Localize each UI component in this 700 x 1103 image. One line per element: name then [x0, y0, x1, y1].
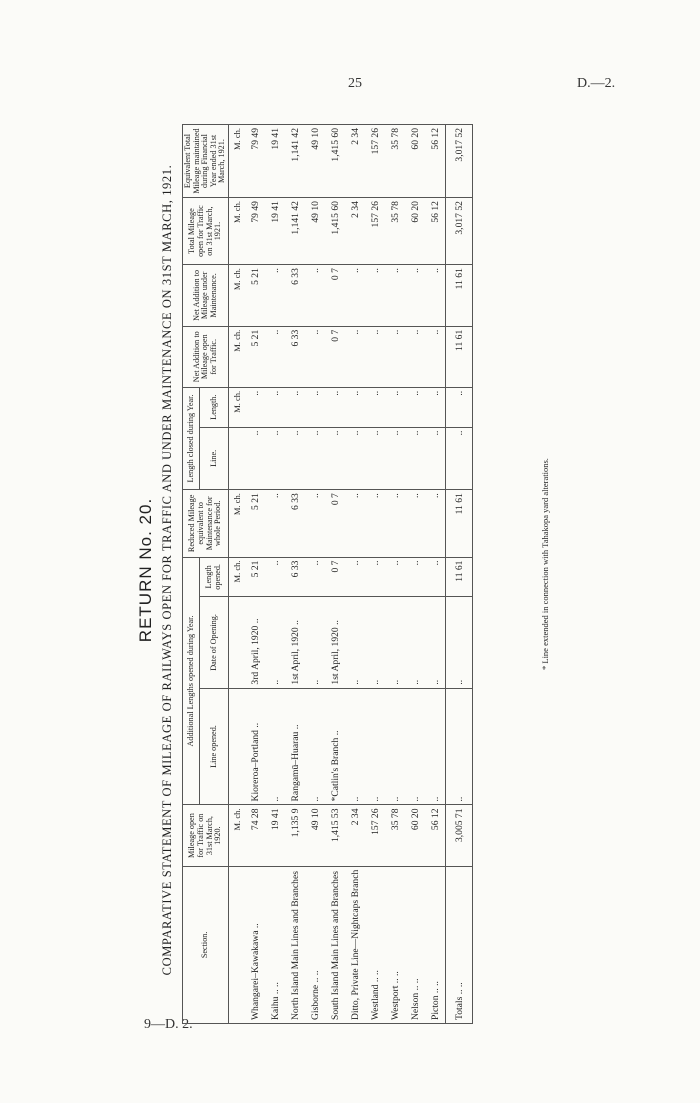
statement-title: COMPARATIVE STATEMENT OF MILEAGE OF RAILWAYS OPEN FOR TRAFFIC AND UNDER MAINTENANCE ON 31ST MARCH, 1921. — [160, 164, 174, 976]
table-row — [425, 125, 446, 1024]
cell-cl-line: .. — [345, 427, 365, 490]
cell-section: Totals .. .. — [446, 866, 473, 1023]
table-row — [345, 125, 365, 1024]
cell-line: .. — [345, 688, 365, 805]
cell-reduced: .. — [305, 490, 325, 557]
table-row — [405, 125, 425, 1024]
cell-net-m: .. — [345, 265, 365, 327]
unit-label: M. ch. — [229, 326, 246, 387]
cell-m1920: 60 20 — [405, 805, 425, 866]
cell-date: .. — [385, 597, 405, 688]
cell-reduced: 0 7 — [325, 490, 345, 557]
cell-total: 1,415 60 — [325, 198, 345, 265]
cell-line: *Catlin's Branch .. — [325, 688, 345, 805]
return-title: RETURN No. 20. — [136, 497, 155, 643]
cell-section: Westport .. .. — [385, 866, 405, 1023]
cell-equiv: 60 20 — [405, 125, 425, 198]
header-section: Section. — [183, 866, 229, 1023]
cell-m1920: 56 12 — [425, 805, 446, 866]
cell-line: .. — [446, 688, 473, 805]
unit-label: M. ch. — [229, 387, 246, 427]
cell-reduced: .. — [405, 490, 425, 557]
header-date-opening: Date of Opening. — [199, 597, 228, 688]
header-additional-group: Additional Lengths opened during Year. — [183, 557, 200, 805]
cell-net-t: 0 7 — [325, 326, 345, 387]
cell-total: 79 49 — [245, 198, 265, 265]
cell-line: .. — [405, 688, 425, 805]
cell-net-t: .. — [265, 326, 285, 387]
cell-reduced: .. — [265, 490, 285, 557]
cell-len-open: .. — [305, 557, 325, 597]
cell-reduced: .. — [425, 490, 446, 557]
cell-line: .. — [265, 688, 285, 805]
cell-date: .. — [345, 597, 365, 688]
cell-date: 3rd April, 1920 .. — [245, 597, 265, 688]
cell-total: 1,141 42 — [285, 198, 305, 265]
header-net-maintenance: Net Addition to Mileage under Maintenance. — [183, 265, 229, 327]
cell-cl-len: .. — [345, 387, 365, 427]
cell-net-m: .. — [265, 265, 285, 327]
cell-m1920: 157 26 — [365, 805, 385, 866]
cell-len-open: .. — [385, 557, 405, 597]
cell-m1920: 74 28 — [245, 805, 265, 866]
cell-total: 2 34 — [345, 198, 365, 265]
cell-cl-len: .. — [305, 387, 325, 427]
unit-label: M. ch. — [229, 198, 246, 265]
header-closed-length: Length. — [199, 387, 228, 427]
header-line-opened: Line opened. — [199, 688, 228, 805]
cell-reduced: .. — [365, 490, 385, 557]
cell-total: 49 10 — [305, 198, 325, 265]
cell-net-m: .. — [425, 265, 446, 327]
cell-equiv: 49 10 — [305, 125, 325, 198]
cell-cl-len: .. — [365, 387, 385, 427]
cell-total: 3,017 52 — [446, 198, 473, 265]
cell-equiv: 19 41 — [265, 125, 285, 198]
cell-net-m: .. — [365, 265, 385, 327]
cell-net-t: .. — [385, 326, 405, 387]
cell-net-m: 6 33 — [285, 265, 305, 327]
unit-label: M. ch. — [229, 490, 246, 557]
header-equivalent-total: Equivalent Total Mileage maintained during Financial Year ended 31st March, 1921. — [183, 125, 229, 198]
cell-date: .. — [405, 597, 425, 688]
cell-net-m: .. — [405, 265, 425, 327]
cell-net-t: .. — [305, 326, 325, 387]
cell-date: 1st April, 1920 .. — [285, 597, 305, 688]
cell-equiv: 3,017 52 — [446, 125, 473, 198]
cell-cl-line: .. — [325, 427, 345, 490]
cell-equiv: 2 34 — [345, 125, 365, 198]
cell-total: 60 20 — [405, 198, 425, 265]
cell-total: 56 12 — [425, 198, 446, 265]
unit-label: M. ch. — [229, 125, 246, 198]
cell-m1920: 1,135 9 — [285, 805, 305, 866]
cell-section: Nelson .. .. — [405, 866, 425, 1023]
totals-row — [446, 125, 473, 1024]
table-row — [305, 125, 325, 1024]
cell-section: North Island Main Lines and Branches — [285, 866, 305, 1023]
cell-reduced: 5 21 — [245, 490, 265, 557]
cell-equiv: 79 49 — [245, 125, 265, 198]
cell-section: South Island Main Lines and Branches — [325, 866, 345, 1023]
cell-m1920: 2 34 — [345, 805, 365, 866]
cell-cl-line: .. — [385, 427, 405, 490]
cell-net-t: .. — [425, 326, 446, 387]
cell-m1920: 49 10 — [305, 805, 325, 866]
cell-total: 35 78 — [385, 198, 405, 265]
table-row — [325, 125, 345, 1024]
cell-date: .. — [365, 597, 385, 688]
table-row — [385, 125, 405, 1024]
header-reduced-mileage: Reduced Mileage equivalent to Maintenance for whole Period. — [183, 490, 229, 557]
cell-net-m: 0 7 — [325, 265, 345, 327]
header-net-traffic: Net Addition to Mileage open for Traffic. — [183, 326, 229, 387]
header-length-opened: Length opened. — [199, 557, 228, 597]
cell-line: Rangamū–Huarau .. — [285, 688, 305, 805]
cell-len-open: .. — [265, 557, 285, 597]
cell-net-t: 11 61 — [446, 326, 473, 387]
cell-cl-len: .. — [325, 387, 345, 427]
document-reference: D.—2. — [577, 76, 616, 91]
cell-cl-len: .. — [245, 387, 265, 427]
cell-total: 19 41 — [265, 198, 285, 265]
cell-equiv: 35 78 — [385, 125, 405, 198]
cell-cl-line: .. — [405, 427, 425, 490]
cell-net-m: .. — [385, 265, 405, 327]
cell-cl-line: .. — [265, 427, 285, 490]
unit-label: M. ch. — [229, 805, 246, 866]
cell-cl-len: .. — [385, 387, 405, 427]
header-closed-line: Line. — [199, 427, 228, 490]
cell-date: .. — [305, 597, 325, 688]
cell-len-open: .. — [345, 557, 365, 597]
cell-cl-len: .. — [446, 387, 473, 427]
unit-label: M. ch. — [229, 265, 246, 327]
cell-m1920: 3,005 71 — [446, 805, 473, 866]
table-row — [285, 125, 305, 1024]
cell-reduced: 6 33 — [285, 490, 305, 557]
cell-equiv: 157 26 — [365, 125, 385, 198]
cell-net-m: 5 21 — [245, 265, 265, 327]
page-number: 25 — [348, 76, 362, 91]
cell-m1920: 1,415 53 — [325, 805, 345, 866]
cell-net-t: .. — [345, 326, 365, 387]
cell-len-open: .. — [425, 557, 446, 597]
cell-cl-line: .. — [245, 427, 265, 490]
cell-net-t: 5 21 — [245, 326, 265, 387]
cell-m1920: 19 41 — [265, 805, 285, 866]
cell-net-t: 6 33 — [285, 326, 305, 387]
cell-equiv: 1,415 60 — [325, 125, 345, 198]
cell-reduced: 11 61 — [446, 490, 473, 557]
cell-cl-len: .. — [265, 387, 285, 427]
header-total-mileage-1921: Total Mileage open for Traffic on 31st March, 1921. — [183, 198, 229, 265]
cell-date: .. — [425, 597, 446, 688]
unit-label: M. ch. — [229, 557, 246, 597]
cell-cl-line: .. — [285, 427, 305, 490]
header-mileage-1920: Mileage open for Traffic on 31st March, 1920. — [183, 805, 229, 866]
cell-cl-len: .. — [285, 387, 305, 427]
cell-cl-line: .. — [425, 427, 446, 490]
cell-cl-line: .. — [305, 427, 325, 490]
cell-section: Ditto, Private Line—Nightcaps Branch — [345, 866, 365, 1023]
units-row — [229, 125, 246, 1024]
cell-total: 157 26 — [365, 198, 385, 265]
cell-date: .. — [265, 597, 285, 688]
footnote: * Line extended in connection with Tahakopa yard alterations. — [540, 458, 550, 670]
cell-equiv: 1,141 42 — [285, 125, 305, 198]
cell-net-t: .. — [365, 326, 385, 387]
cell-net-t: .. — [405, 326, 425, 387]
cell-len-open: 11 61 — [446, 557, 473, 597]
cell-len-open: 5 21 — [245, 557, 265, 597]
mileage-table — [182, 124, 473, 1024]
cell-len-open: 6 33 — [285, 557, 305, 597]
cell-net-m: 11 61 — [446, 265, 473, 327]
cell-line: .. — [425, 688, 446, 805]
cell-section: Whangarei–Kawakawa .. — [245, 866, 265, 1023]
cell-section: Westland .. .. — [365, 866, 385, 1023]
cell-reduced: .. — [385, 490, 405, 557]
cell-m1920: 35 78 — [385, 805, 405, 866]
cell-cl-line: .. — [446, 427, 473, 490]
table-row — [265, 125, 285, 1024]
cell-reduced: .. — [345, 490, 365, 557]
cell-len-open: .. — [365, 557, 385, 597]
cell-date: .. — [446, 597, 473, 688]
cell-cl-len: .. — [425, 387, 446, 427]
cell-section: Kaihu .. .. — [265, 866, 285, 1023]
cell-line: .. — [365, 688, 385, 805]
cell-len-open: .. — [405, 557, 425, 597]
cell-net-m: .. — [305, 265, 325, 327]
cell-line: .. — [305, 688, 325, 805]
cell-date: 1st April, 1920 .. — [325, 597, 345, 688]
cell-cl-len: .. — [405, 387, 425, 427]
rotated-return-table — [130, 110, 570, 1030]
footer-reference: 9—D. 2. — [144, 1017, 193, 1032]
table-row — [245, 125, 265, 1024]
cell-equiv: 56 12 — [425, 125, 446, 198]
header-closed-group: Length closed during Year. — [183, 387, 200, 489]
cell-section: Gisborne .. .. — [305, 866, 325, 1023]
cell-len-open: 0 7 — [325, 557, 345, 597]
cell-cl-line: .. — [365, 427, 385, 490]
cell-line: .. — [385, 688, 405, 805]
cell-section: Picton .. .. — [425, 866, 446, 1023]
cell-line: Kioreroa–Portland .. — [245, 688, 265, 805]
table-row — [365, 125, 385, 1024]
